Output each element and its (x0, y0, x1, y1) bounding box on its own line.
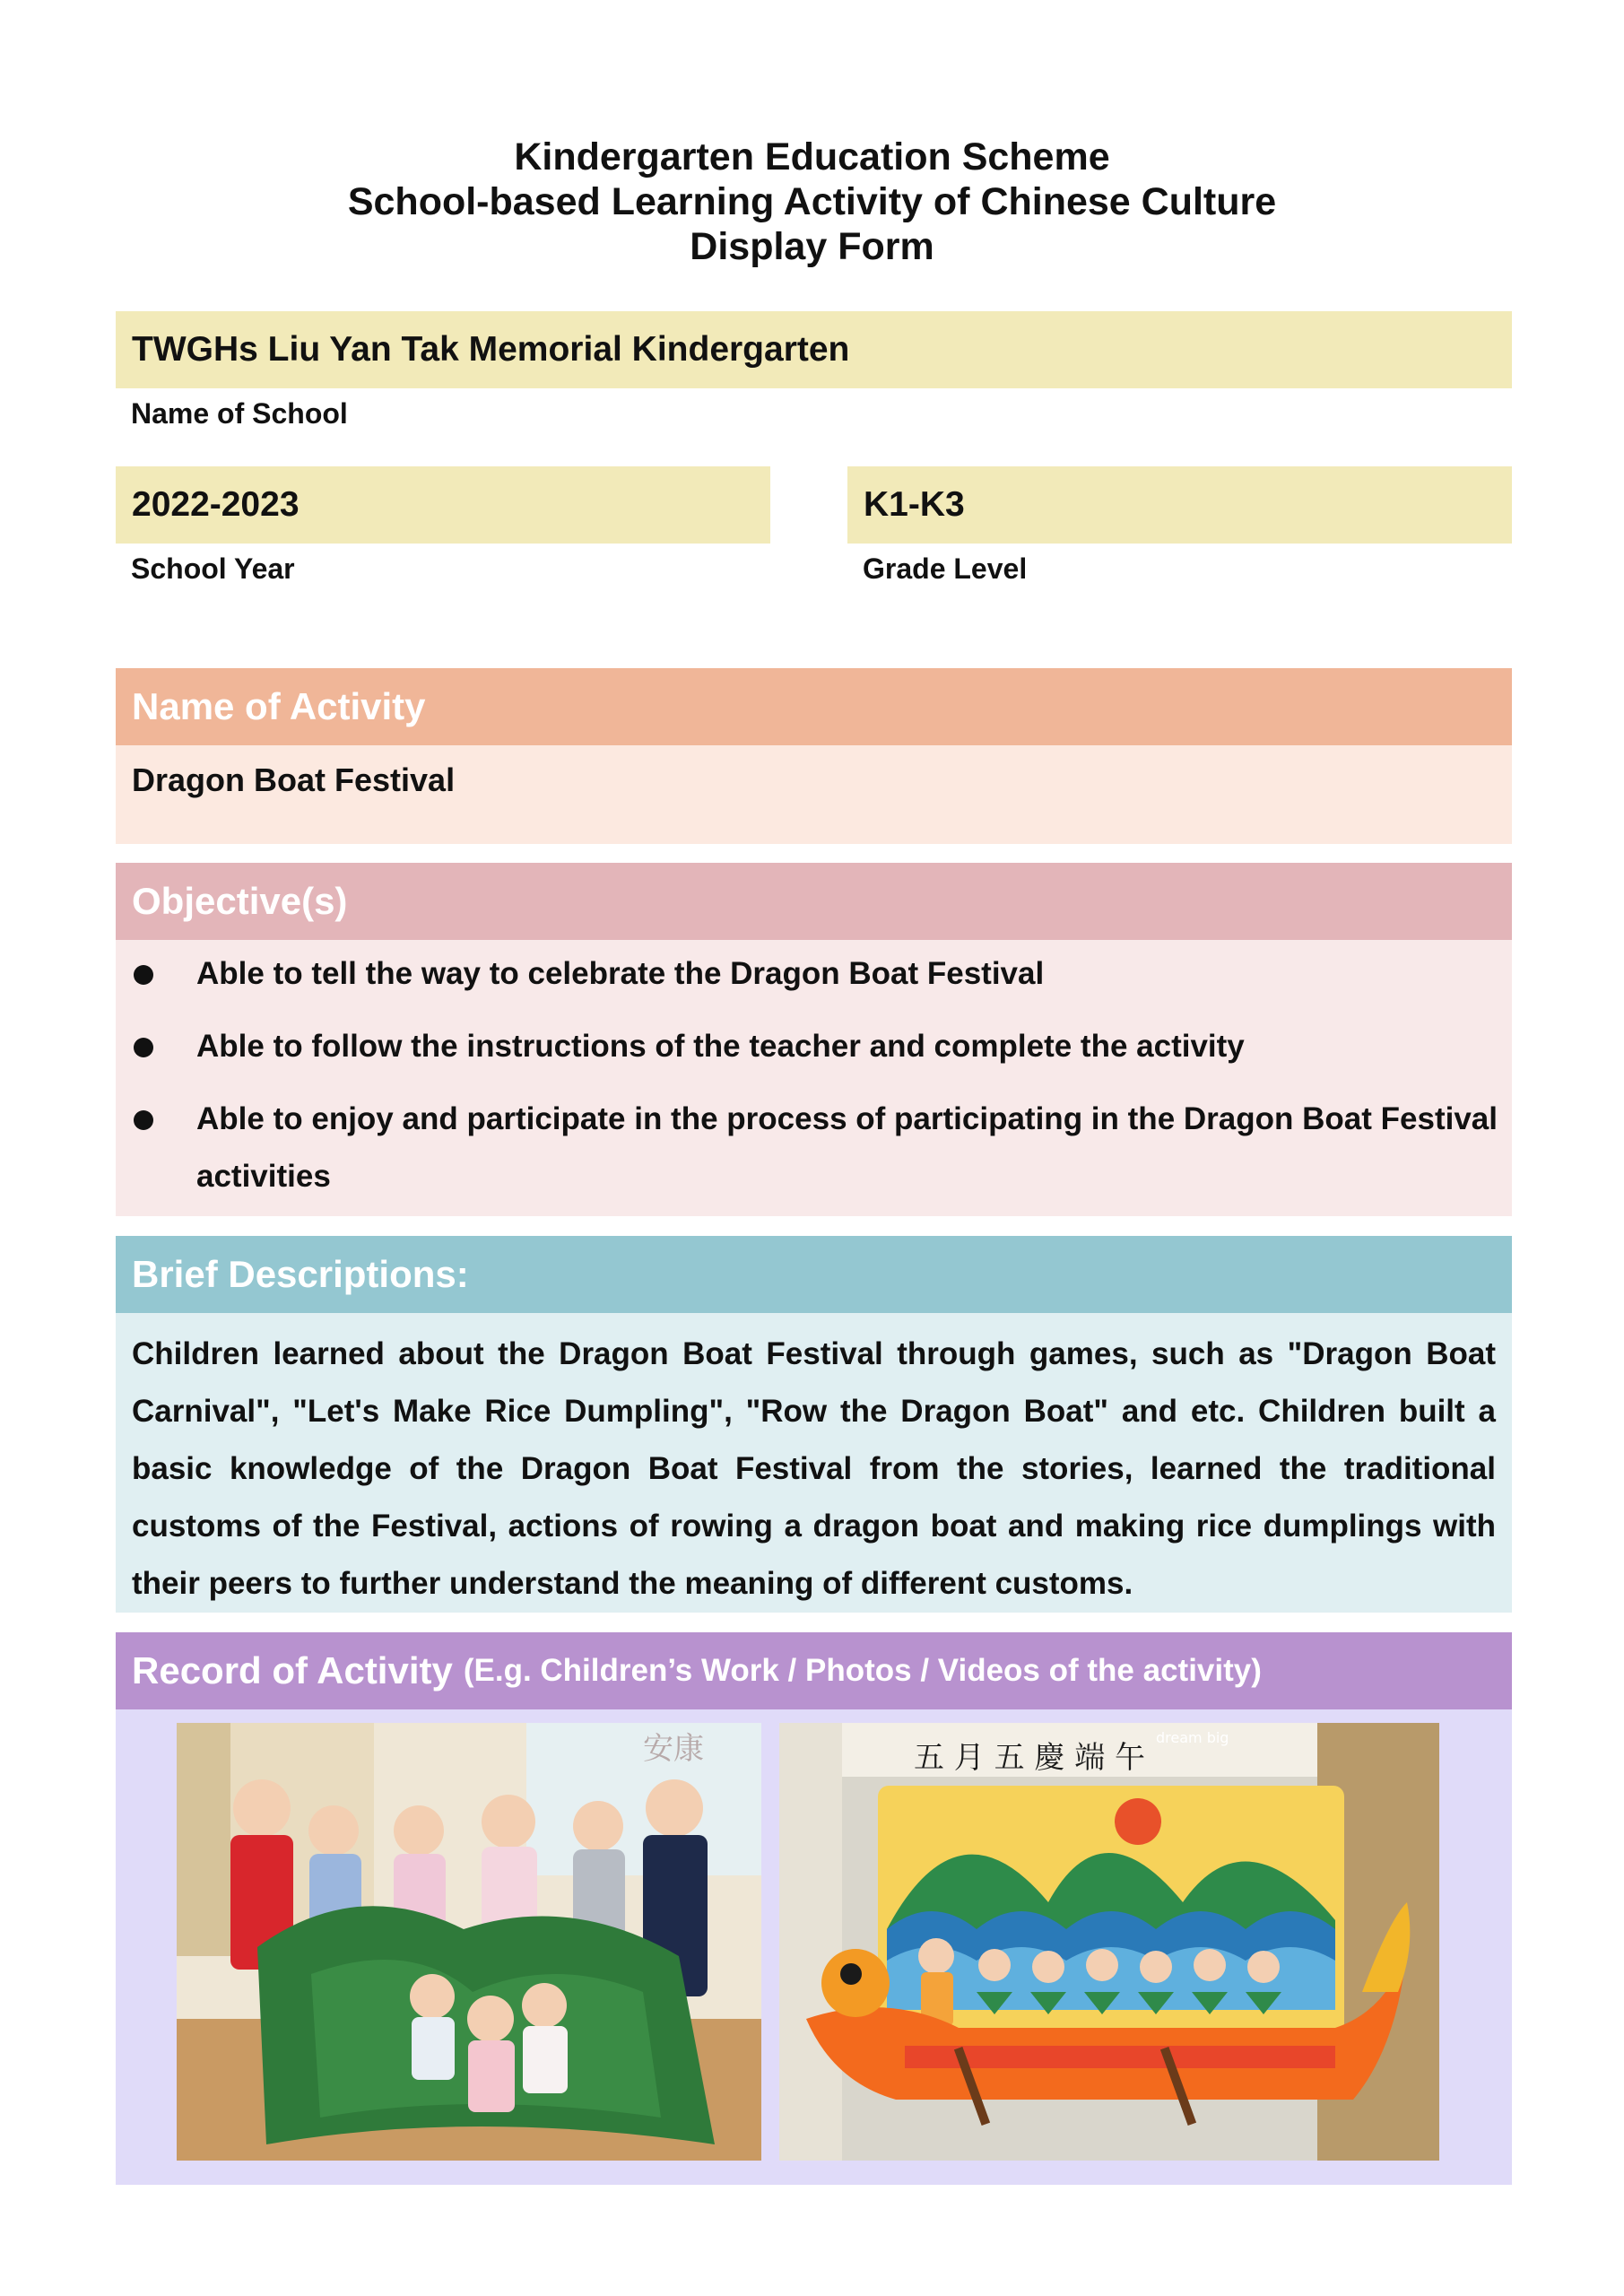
photo2-sign: dream big (1156, 1729, 1229, 1746)
title-line-1: Kindergarten Education Scheme (514, 135, 1110, 178)
school-name-field (116, 311, 1512, 388)
list-item (116, 1018, 1512, 1075)
grade-level-label: Grade Level (863, 552, 1028, 585)
objective-text: Able to enjoy and participate in the process of participating in the Dragon Boat Festival activities (196, 1101, 1498, 1194)
description-header-label: Brief Descriptions: (132, 1253, 469, 1295)
school-name-value: TWGHs Liu Yan Tak Memorial Kindergarten (132, 330, 850, 369)
dragon-boat-display-image (779, 1723, 1439, 2161)
photo2-banner: 五 月 五 慶 端 午 (914, 1740, 1146, 1776)
children-green-cloth-image (177, 1723, 761, 2161)
grade-level-field (847, 466, 1512, 544)
objective-text: Able to follow the instructions of the teacher and complete the activity (196, 1029, 1245, 1064)
activity-section-header (116, 668, 1512, 745)
bullet-icon (134, 1038, 153, 1057)
description-text: Children learned about the Dragon Boat Festival through games, such as "Dragon Boat Carnival", "Let's Make Rice Dumpling", "Row the Dragon Boat" and etc. Children built a basic knowledge of the Dragon Boat Festival from the stories, learned the traditional customs of the Festival, actions of rowing a dragon boat and making rice dumplings with their peers to further understand the meaning of different customs. (132, 1336, 1496, 1601)
grade-level-value: K1-K3 (864, 485, 965, 524)
activity-section-body (116, 745, 1512, 844)
list-item (116, 945, 1512, 1003)
activity-photo-1 (177, 1723, 761, 2161)
bullet-icon (134, 965, 153, 985)
description-section-body (116, 1313, 1512, 1613)
objectives-section-body (116, 940, 1512, 1216)
school-year-value: 2022-2023 (132, 485, 300, 524)
bullet-icon (134, 1110, 153, 1130)
school-year-label: School Year (131, 552, 295, 585)
record-header-label: Record of Activity (132, 1649, 453, 1692)
objectives-header-label: Objective(s) (132, 880, 348, 922)
list-item (116, 1091, 1512, 1205)
title-line-3: Display Form (690, 225, 934, 268)
record-section-header (116, 1632, 1512, 1709)
objective-text: Able to tell the way to celebrate the Dragon Boat Festival (196, 956, 1045, 991)
record-subheader: (E.g. Children’s Work / Photos / Videos of the activity) (463, 1653, 1262, 1688)
objectives-section-header (116, 863, 1512, 940)
activity-header-label: Name of Activity (132, 685, 426, 727)
description-section-header (116, 1236, 1512, 1313)
objectives-list (116, 945, 1512, 1205)
form-title (0, 135, 1624, 269)
school-name-label: Name of School (131, 397, 348, 430)
activity-name: Dragon Boat Festival (132, 761, 456, 798)
title-line-2: School-based Learning Activity of Chinese Culture (347, 180, 1277, 223)
activity-photo-2 (779, 1723, 1439, 2161)
school-year-field (116, 466, 770, 544)
photo1-banner: 安康 (643, 1731, 704, 1767)
